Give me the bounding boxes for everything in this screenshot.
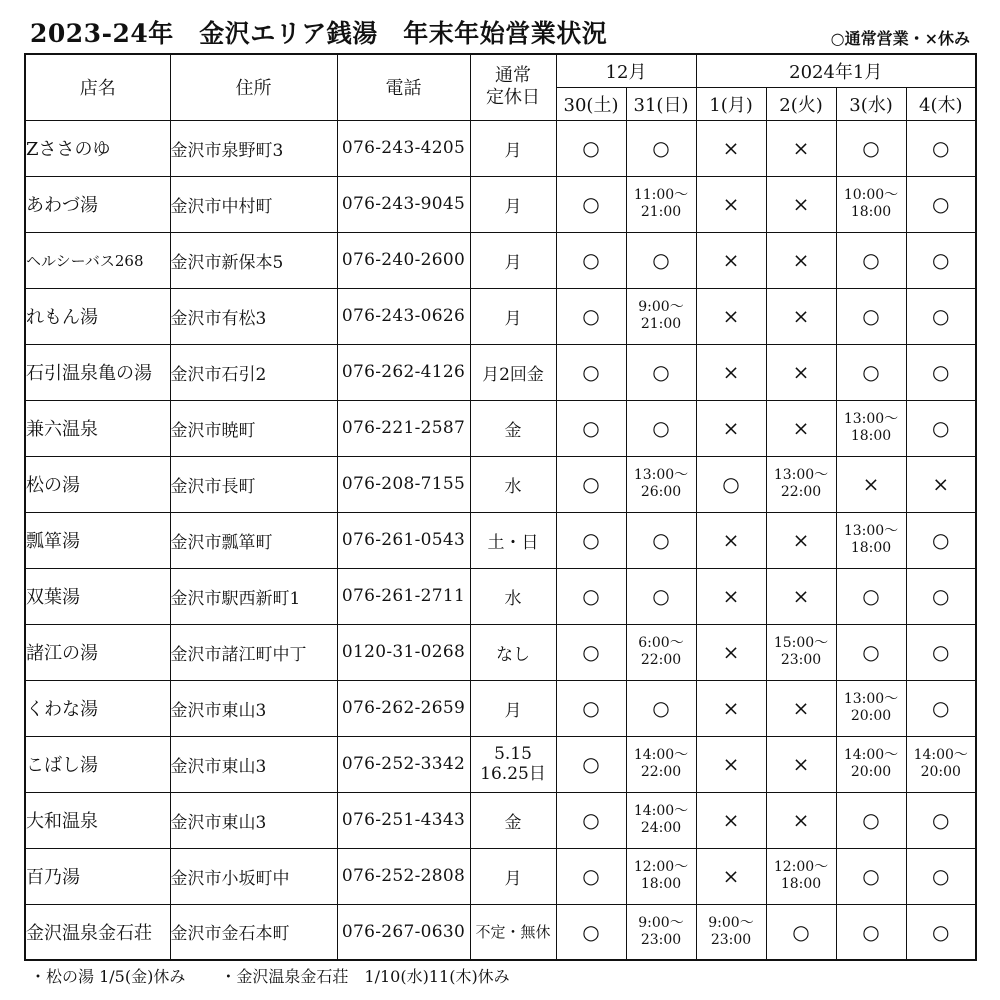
hours-line: 20:00 bbox=[920, 764, 961, 780]
table-row bbox=[25, 512, 976, 568]
hours-line: 9:00～ bbox=[638, 914, 684, 931]
hours-line: 24:00 bbox=[640, 820, 682, 836]
hours-line: 15:00～ bbox=[773, 635, 829, 651]
hours-line: 22:00 bbox=[780, 484, 822, 500]
day-status: ○ bbox=[906, 848, 976, 904]
day-status: ○ bbox=[906, 512, 976, 568]
day-status: ○ bbox=[556, 400, 626, 456]
day-status bbox=[836, 176, 906, 232]
hours-line: 21:00 bbox=[640, 316, 682, 332]
day-status: ○ bbox=[906, 792, 976, 848]
day-status: × bbox=[696, 512, 766, 568]
hours-line: 12:00～ bbox=[773, 859, 829, 875]
table-row bbox=[25, 400, 976, 456]
hours-line: 9:00～ bbox=[708, 914, 754, 931]
day-status bbox=[626, 848, 696, 904]
bathhouse-name: 双葉湯 bbox=[25, 568, 170, 624]
bathhouse-name: 石引温泉亀の湯 bbox=[25, 344, 170, 400]
day-status: × bbox=[696, 232, 766, 288]
bathhouse-address: 金沢市諸江町中丁 bbox=[170, 624, 337, 680]
table-row bbox=[25, 904, 976, 960]
day-status: × bbox=[766, 792, 836, 848]
bathhouse-name: 兼六温泉 bbox=[25, 400, 170, 456]
bathhouse-name: 諸江の湯 bbox=[25, 624, 170, 680]
day-status bbox=[766, 624, 836, 680]
day-status: × bbox=[696, 848, 766, 904]
day-status: × bbox=[696, 624, 766, 680]
day-status: ○ bbox=[906, 680, 976, 736]
header-day: 30(土) bbox=[556, 87, 626, 120]
day-status: ○ bbox=[556, 792, 626, 848]
table-row bbox=[25, 176, 976, 232]
hours-line: 13:00～ bbox=[633, 467, 689, 483]
day-status: × bbox=[766, 512, 836, 568]
hours-line: 18:00 bbox=[850, 540, 892, 556]
day-status: × bbox=[696, 568, 766, 624]
day-status bbox=[626, 624, 696, 680]
bathhouse-phone: 076-261-2711 bbox=[337, 568, 470, 624]
legend: ○通常営業・×休み bbox=[830, 29, 970, 48]
day-status bbox=[626, 904, 696, 960]
day-status: ○ bbox=[836, 904, 906, 960]
bathhouse-name: くわな湯 bbox=[25, 680, 170, 736]
hours-line: 18:00 bbox=[640, 876, 682, 892]
table-row bbox=[25, 568, 976, 624]
day-status: × bbox=[766, 400, 836, 456]
table-row bbox=[25, 344, 976, 400]
regular-closed-day: なし bbox=[470, 624, 556, 680]
day-status bbox=[836, 512, 906, 568]
day-status bbox=[906, 736, 976, 792]
regular-closed-day: 月 bbox=[470, 848, 556, 904]
day-status: × bbox=[696, 736, 766, 792]
day-status: ○ bbox=[836, 120, 906, 176]
regular-closed-day: 土・日 bbox=[470, 512, 556, 568]
day-status: ○ bbox=[626, 512, 696, 568]
day-status: × bbox=[696, 120, 766, 176]
day-status: ○ bbox=[556, 624, 626, 680]
bathhouse-name: ヘルシーバス268 bbox=[25, 232, 170, 288]
day-status: × bbox=[766, 288, 836, 344]
bathhouse-phone: 076-221-2587 bbox=[337, 400, 470, 456]
day-status: ○ bbox=[556, 232, 626, 288]
day-status bbox=[626, 288, 696, 344]
table-row bbox=[25, 624, 976, 680]
bathhouse-address: 金沢市石引2 bbox=[170, 344, 337, 400]
hours-line: 18:00 bbox=[850, 428, 892, 444]
regular-closed-day: 金 bbox=[470, 792, 556, 848]
header-phone: 電話 bbox=[337, 54, 470, 120]
hours-line: 12:00～ bbox=[633, 859, 689, 875]
day-status bbox=[626, 456, 696, 512]
bathhouse-address: 金沢市泉野町3 bbox=[170, 120, 337, 176]
bathhouse-phone: 076-240-2600 bbox=[337, 232, 470, 288]
schedule-table bbox=[24, 53, 977, 961]
day-status: ○ bbox=[556, 904, 626, 960]
hours-line: 6:00～ bbox=[638, 635, 684, 651]
day-status: ○ bbox=[836, 624, 906, 680]
bathhouse-address: 金沢市長町 bbox=[170, 456, 337, 512]
day-status: × bbox=[766, 176, 836, 232]
table-row bbox=[25, 848, 976, 904]
hours-line: 14:00～ bbox=[633, 747, 689, 763]
day-status: ○ bbox=[556, 456, 626, 512]
day-status: ○ bbox=[836, 232, 906, 288]
hours-line: 13:00～ bbox=[843, 411, 899, 427]
header-day: 2(火) bbox=[766, 87, 836, 120]
day-status: ○ bbox=[556, 120, 626, 176]
bathhouse-address: 金沢市金石本町 bbox=[170, 904, 337, 960]
day-status bbox=[626, 176, 696, 232]
table-row bbox=[25, 792, 976, 848]
table-row bbox=[25, 120, 976, 176]
day-status: × bbox=[766, 568, 836, 624]
day-status: × bbox=[766, 736, 836, 792]
bathhouse-name: Zささのゆ bbox=[25, 120, 170, 176]
hours-line: 14:00～ bbox=[843, 747, 899, 763]
header-closed-day bbox=[470, 54, 556, 120]
day-status: ○ bbox=[556, 288, 626, 344]
day-status: ○ bbox=[626, 568, 696, 624]
bathhouse-phone: 076-243-9045 bbox=[337, 176, 470, 232]
day-status bbox=[836, 736, 906, 792]
day-status: ○ bbox=[556, 736, 626, 792]
regular-closed-day: 金 bbox=[470, 400, 556, 456]
day-status: × bbox=[906, 456, 976, 512]
table-row bbox=[25, 456, 976, 512]
hours-line: 14:00～ bbox=[913, 747, 968, 763]
day-status: ○ bbox=[626, 120, 696, 176]
bathhouse-phone: 076-251-4343 bbox=[337, 792, 470, 848]
hours-line: 20:00 bbox=[850, 708, 892, 724]
bathhouse-phone: 076-262-2659 bbox=[337, 680, 470, 736]
schedule-body bbox=[25, 120, 976, 960]
bathhouse-name: 大和温泉 bbox=[25, 792, 170, 848]
header-address: 住所 bbox=[170, 54, 337, 120]
hours-line: 13:00～ bbox=[843, 691, 899, 707]
hours-line: 18:00 bbox=[850, 204, 892, 220]
regular-closed-day: 水 bbox=[470, 568, 556, 624]
day-status: × bbox=[696, 288, 766, 344]
bathhouse-phone: 076-252-3342 bbox=[337, 736, 470, 792]
header-closed-line1: 通常 bbox=[495, 65, 531, 87]
hours-line: 20:00 bbox=[850, 764, 892, 780]
header-day: 31(日) bbox=[626, 87, 696, 120]
day-status: ○ bbox=[836, 344, 906, 400]
hours-line: 11:00～ bbox=[633, 187, 689, 203]
bathhouse-address: 金沢市有松3 bbox=[170, 288, 337, 344]
day-status bbox=[836, 680, 906, 736]
header-day: 3(水) bbox=[836, 87, 906, 120]
day-status: ○ bbox=[836, 848, 906, 904]
bathhouse-name: れもん湯 bbox=[25, 288, 170, 344]
hours-line: 10:00～ bbox=[843, 187, 899, 203]
day-status: ○ bbox=[626, 344, 696, 400]
bathhouse-phone: 076-208-7155 bbox=[337, 456, 470, 512]
bathhouse-address: 金沢市東山3 bbox=[170, 736, 337, 792]
day-status: × bbox=[766, 232, 836, 288]
day-status: × bbox=[836, 456, 906, 512]
header-december: 12月 bbox=[556, 54, 696, 87]
bathhouse-name: 百乃湯 bbox=[25, 848, 170, 904]
hours-line: 18:00 bbox=[780, 876, 822, 892]
day-status: × bbox=[766, 680, 836, 736]
day-status: × bbox=[696, 344, 766, 400]
regular-closed-day: 水 bbox=[470, 456, 556, 512]
footnote: ・金沢温泉金石荘 1/10(水)11(木)休み bbox=[220, 967, 510, 986]
day-status: ○ bbox=[836, 288, 906, 344]
hours-line: 21:00 bbox=[640, 204, 682, 220]
day-status: ○ bbox=[556, 512, 626, 568]
bathhouse-address: 金沢市駅西新町1 bbox=[170, 568, 337, 624]
regular-closed-day: 月2回金 bbox=[470, 344, 556, 400]
day-status: ○ bbox=[906, 120, 976, 176]
day-status: ○ bbox=[556, 680, 626, 736]
day-status: ○ bbox=[626, 400, 696, 456]
day-status: ○ bbox=[906, 288, 976, 344]
hours-line: 26:00 bbox=[640, 484, 682, 500]
day-status: ○ bbox=[836, 568, 906, 624]
header-name: 店名 bbox=[25, 54, 170, 120]
bathhouse-phone: 076-261-0543 bbox=[337, 512, 470, 568]
closed-day-line: 5.15 bbox=[494, 744, 532, 764]
bathhouse-address: 金沢市東山3 bbox=[170, 680, 337, 736]
hours-line: 22:00 bbox=[640, 764, 682, 780]
day-status bbox=[626, 736, 696, 792]
day-status: × bbox=[696, 400, 766, 456]
header-day: 4(木) bbox=[906, 87, 976, 120]
table-row bbox=[25, 288, 976, 344]
day-status: × bbox=[696, 176, 766, 232]
bathhouse-name: 瓢箪湯 bbox=[25, 512, 170, 568]
day-status: ○ bbox=[556, 848, 626, 904]
bathhouse-phone: 0120-31-0268 bbox=[337, 624, 470, 680]
hours-line: 23:00 bbox=[710, 931, 752, 948]
bathhouse-name: 松の湯 bbox=[25, 456, 170, 512]
day-status: ○ bbox=[626, 680, 696, 736]
day-status: ○ bbox=[696, 456, 766, 512]
header-closed-line2: 定休日 bbox=[486, 87, 540, 109]
table-row bbox=[25, 680, 976, 736]
bathhouse-address: 金沢市小坂町中 bbox=[170, 848, 337, 904]
bathhouse-address: 金沢市新保本5 bbox=[170, 232, 337, 288]
day-status: ○ bbox=[556, 568, 626, 624]
day-status: ○ bbox=[626, 232, 696, 288]
day-status: ○ bbox=[906, 344, 976, 400]
hours-line: 14:00～ bbox=[633, 803, 689, 819]
day-status bbox=[696, 904, 766, 960]
day-status: ○ bbox=[906, 568, 976, 624]
header-day: 1(月) bbox=[696, 87, 766, 120]
hours-line: 23:00 bbox=[780, 652, 822, 668]
day-status: ○ bbox=[766, 904, 836, 960]
day-status: ○ bbox=[906, 904, 976, 960]
day-status bbox=[836, 400, 906, 456]
bathhouse-address: 金沢市瓢箪町 bbox=[170, 512, 337, 568]
regular-closed-day: 月 bbox=[470, 176, 556, 232]
bathhouse-phone: 076-252-2808 bbox=[337, 848, 470, 904]
day-status: ○ bbox=[906, 232, 976, 288]
bathhouse-phone: 076-267-0630 bbox=[337, 904, 470, 960]
bathhouse-address: 金沢市東山3 bbox=[170, 792, 337, 848]
bathhouse-name: こばし湯 bbox=[25, 736, 170, 792]
day-status: ○ bbox=[906, 624, 976, 680]
footnote: ・松の湯 1/5(金)休み bbox=[30, 967, 186, 986]
day-status: × bbox=[766, 344, 836, 400]
closed-day-line: 16.25日 bbox=[480, 764, 546, 784]
day-status: × bbox=[766, 120, 836, 176]
regular-closed-day: 不定・無休 bbox=[470, 904, 556, 960]
bathhouse-phone: 076-243-0626 bbox=[337, 288, 470, 344]
day-status: ○ bbox=[906, 176, 976, 232]
bathhouse-name: 金沢温泉金石荘 bbox=[25, 904, 170, 960]
day-status: ○ bbox=[556, 176, 626, 232]
day-status: ○ bbox=[906, 400, 976, 456]
day-status: ○ bbox=[836, 792, 906, 848]
day-status: × bbox=[696, 792, 766, 848]
header-january: 2024年1月 bbox=[696, 54, 976, 87]
day-status: ○ bbox=[556, 344, 626, 400]
regular-closed-day: 月 bbox=[470, 120, 556, 176]
table-row bbox=[25, 232, 976, 288]
hours-line: 13:00～ bbox=[773, 467, 829, 483]
regular-closed-day: 月 bbox=[470, 288, 556, 344]
bathhouse-phone: 076-243-4205 bbox=[337, 120, 470, 176]
bathhouse-phone: 076-262-4126 bbox=[337, 344, 470, 400]
hours-line: 9:00～ bbox=[638, 299, 684, 315]
bathhouse-address: 金沢市暁町 bbox=[170, 400, 337, 456]
regular-closed-day: 月 bbox=[470, 232, 556, 288]
hours-line: 22:00 bbox=[640, 652, 682, 668]
table-row bbox=[25, 736, 976, 792]
bathhouse-name: あわづ湯 bbox=[25, 176, 170, 232]
hours-line: 13:00～ bbox=[843, 523, 899, 539]
hours-line: 23:00 bbox=[640, 931, 682, 948]
page-title: 2023-24年 金沢エリア銭湯 年末年始営業状況 bbox=[30, 19, 608, 48]
day-status bbox=[766, 848, 836, 904]
day-status bbox=[626, 792, 696, 848]
regular-closed-day: 月 bbox=[470, 680, 556, 736]
day-status bbox=[766, 456, 836, 512]
bathhouse-address: 金沢市中村町 bbox=[170, 176, 337, 232]
day-status: × bbox=[696, 680, 766, 736]
regular-closed-day bbox=[470, 736, 556, 792]
footnotes bbox=[30, 964, 540, 987]
